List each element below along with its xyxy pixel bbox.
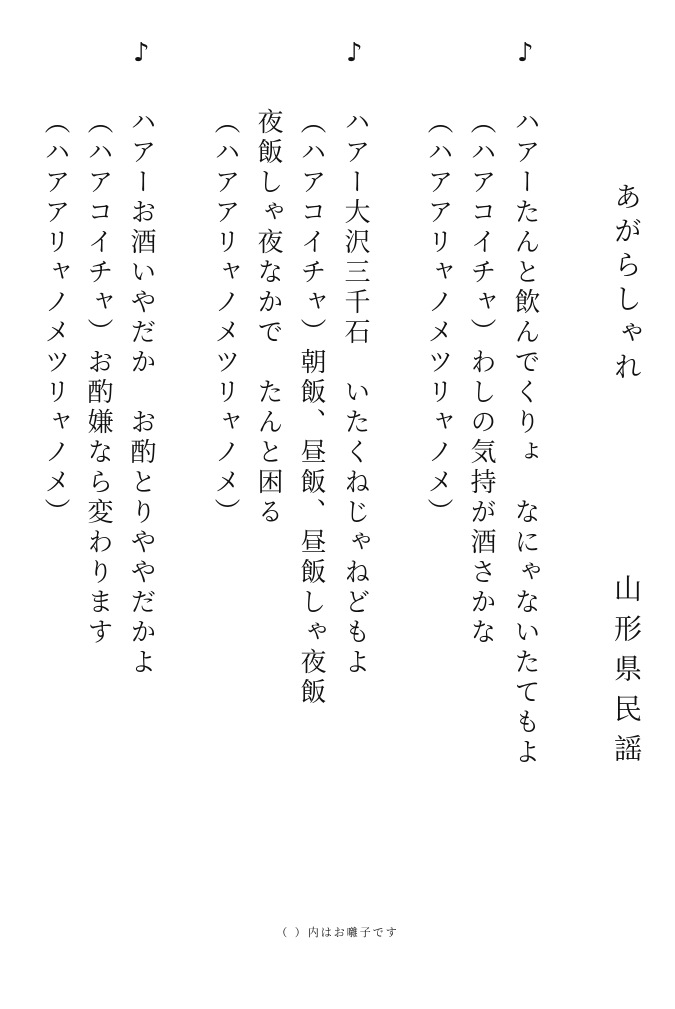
footnote: （ ）内はお囃子です — [276, 926, 399, 939]
verse-3-music-note-icon: ♪ — [133, 38, 150, 68]
verse-3-line-2: （ハアコイチャ）お酌嫌なら変わります — [83, 108, 113, 648]
verse-1-line-3: （ハアアリャノメツリャノメ） — [423, 108, 453, 528]
verse-1-line-2: （ハアコイチャ）わしの気持が酒さかな — [466, 108, 496, 648]
verse-2-line-4: （ハアアリャノメツリャノメ） — [210, 108, 240, 528]
song-source: 山形県民謡 — [610, 574, 643, 774]
verse-2-line-3: 夜飯しゃ夜なかで たんと困る — [253, 108, 283, 528]
verse-2-line-1: ハアー大沢三千石 いたくねじゃねどもよ — [340, 108, 370, 678]
verse-1-line-1: ハアーたんと飲んでくりょ なにゃないたてもよ — [510, 108, 540, 768]
verse-3-line-3: （ハアアリャノメツリャノメ） — [40, 108, 70, 528]
song-title: あがらしゃれ — [610, 182, 643, 386]
verse-3-line-1: ハアーお酒いやだか お酌とりややだかよ — [126, 108, 156, 678]
verse-2-music-note-icon: ♪ — [346, 38, 363, 68]
verse-1-music-note-icon: ♪ — [517, 38, 534, 68]
verse-2-line-2: （ハアコイチャ）朝飯、昼飯、昼飯しゃ夜飯 — [296, 108, 326, 708]
